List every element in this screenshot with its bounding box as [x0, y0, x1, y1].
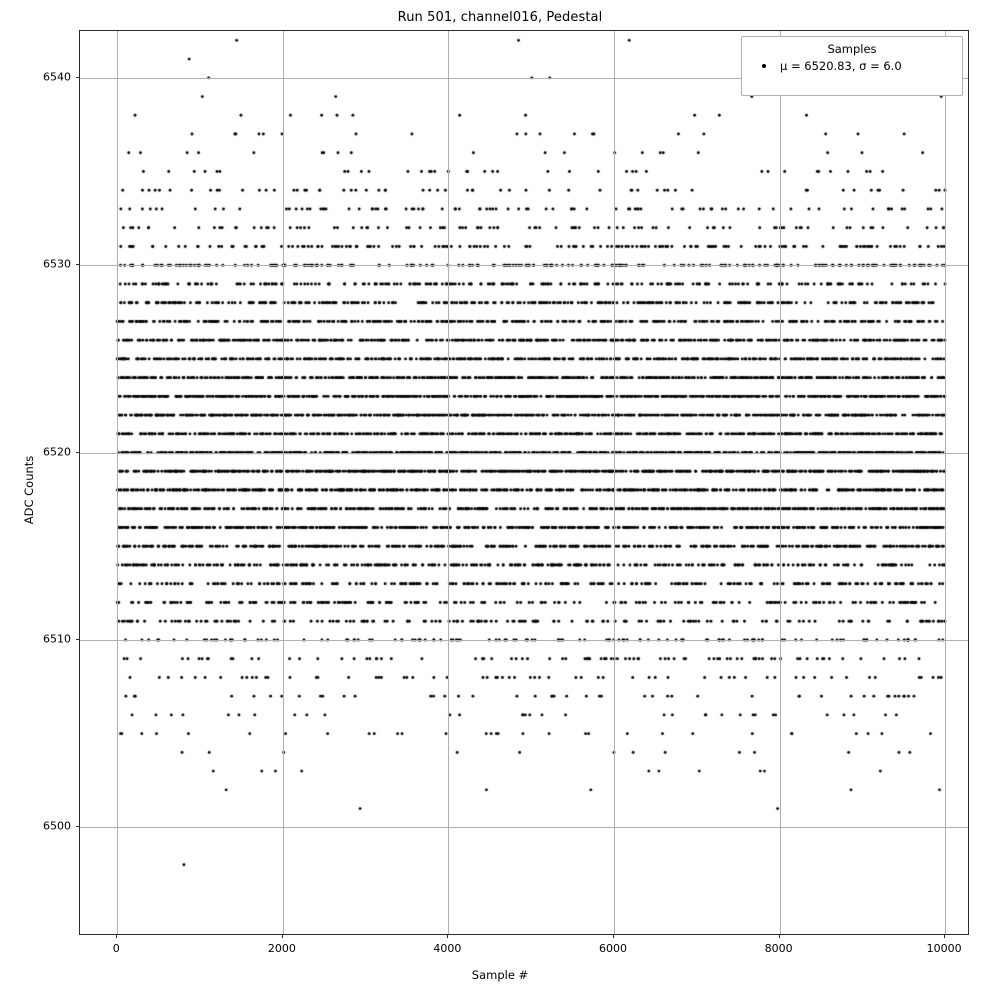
x-tick-label: 10000	[926, 942, 962, 955]
x-tick-label: 6000	[599, 942, 627, 955]
gridline-vertical	[614, 31, 615, 934]
gridline-vertical	[945, 31, 946, 934]
x-tick-label: 2000	[267, 942, 296, 955]
page-title: Run 501, channel016, Pedestal	[397, 10, 603, 25]
y-tick-label: 6540	[43, 70, 71, 84]
y-tick-mark	[76, 77, 79, 78]
plot-area	[79, 30, 969, 935]
gridline-vertical	[283, 31, 284, 934]
legend-entry	[750, 59, 954, 73]
x-tick-label: 0	[112, 942, 120, 955]
y-tick-mark	[76, 452, 79, 453]
y-tick-label: 6510	[43, 632, 71, 646]
gridline-horizontal	[80, 827, 968, 828]
y-tick-label: 6500	[43, 819, 71, 833]
grid-layer	[80, 31, 968, 934]
legend-entry-label: μ = 6520.83, σ = 6.0	[780, 59, 902, 73]
y-tick-label: 6520	[43, 445, 71, 459]
x-tick-mark	[447, 935, 448, 938]
x-tick-mark	[779, 935, 780, 938]
x-tick-mark	[613, 935, 614, 938]
y-axis-label: ADC Counts	[22, 455, 36, 525]
x-tick-label: 4000	[433, 942, 462, 955]
x-axis-label: Sample #	[471, 968, 529, 982]
x-tick-mark	[944, 935, 945, 938]
x-tick-mark	[282, 935, 283, 938]
gridline-vertical	[117, 31, 118, 934]
dot-icon	[762, 64, 766, 68]
x-tick-mark	[116, 935, 117, 938]
legend	[741, 36, 963, 96]
gridline-horizontal	[80, 640, 968, 641]
legend-title: Samples	[827, 42, 877, 56]
gridline-vertical	[448, 31, 449, 934]
y-tick-mark	[76, 639, 79, 640]
gridline-horizontal	[80, 453, 968, 454]
y-tick-label: 6530	[43, 257, 71, 271]
x-tick-label: 8000	[764, 942, 793, 955]
y-tick-mark	[76, 826, 79, 827]
gridline-vertical	[780, 31, 781, 934]
y-tick-mark	[76, 264, 79, 265]
gridline-horizontal	[80, 265, 968, 266]
